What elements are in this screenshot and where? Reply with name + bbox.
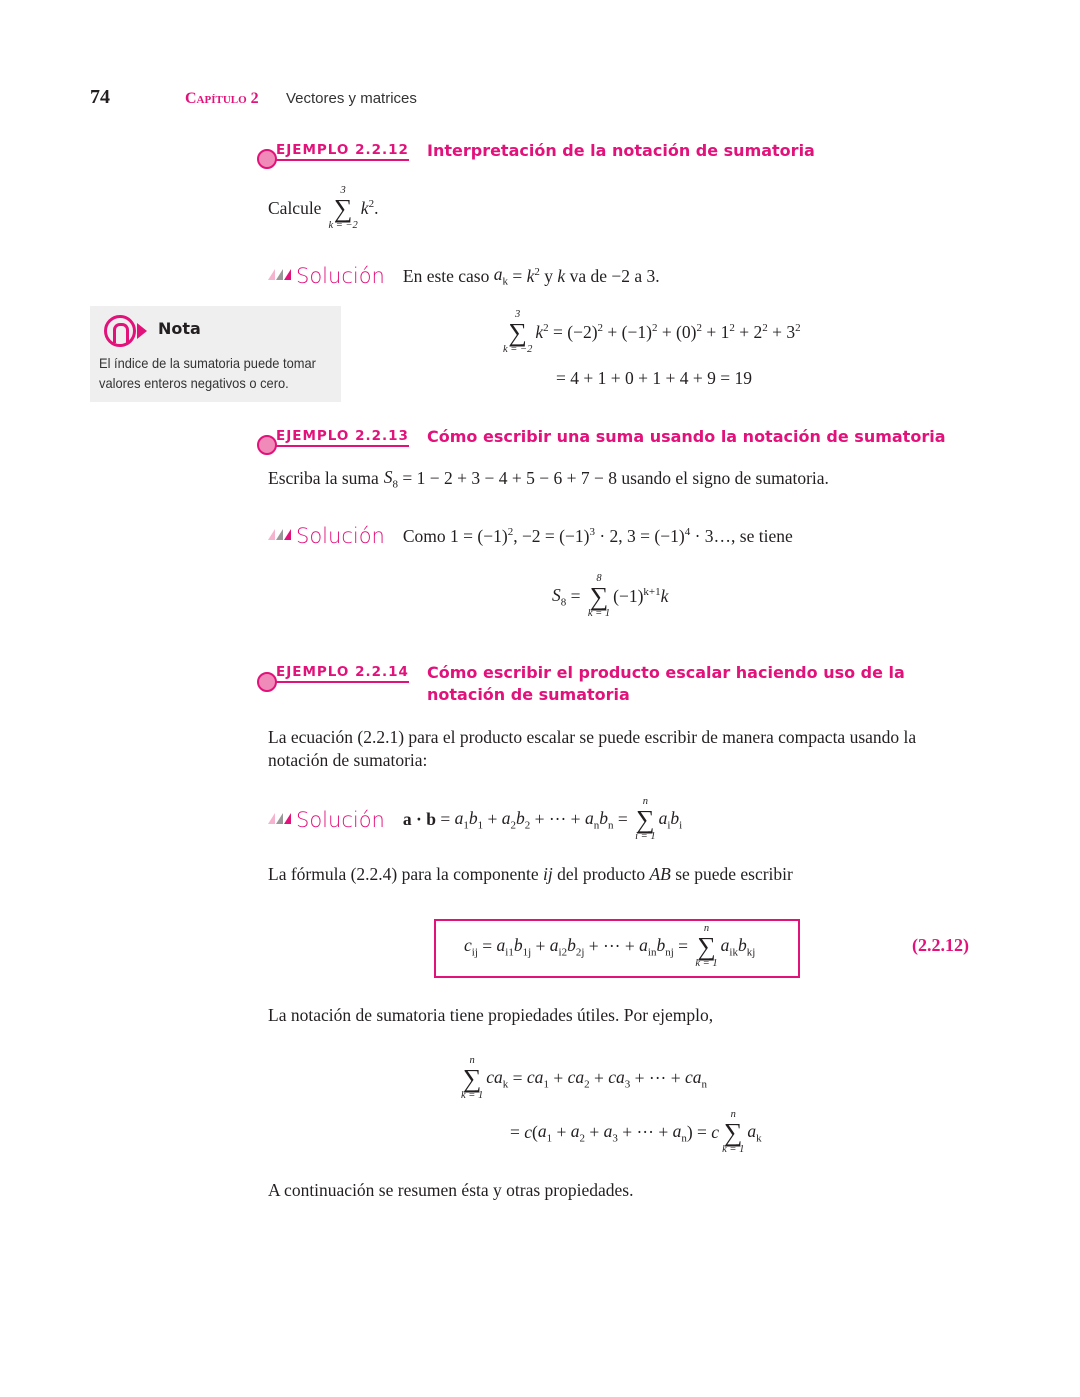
math-token [747, 1121, 761, 1145]
subscript: 2 [579, 1132, 585, 1145]
math-text: a [493, 264, 503, 285]
math-text: b [670, 807, 680, 828]
superscript: 2 [651, 322, 658, 335]
math-token [486, 1067, 508, 1091]
subscript: 1j [522, 946, 532, 959]
math-text: c [711, 1122, 720, 1142]
solution-label: Solución [296, 524, 385, 548]
math-text: va de −2 a 3. [565, 265, 660, 286]
math-text: = [508, 265, 527, 286]
solution-triangles-icon [268, 527, 292, 545]
subscript: 1 [463, 819, 469, 832]
sigma-icon: ∑ [333, 193, 353, 223]
text: ij [543, 864, 553, 884]
math-token [608, 1067, 630, 1091]
nota-text [99, 353, 316, 393]
math-token [566, 586, 585, 607]
math-token [494, 264, 508, 288]
subscript: i [679, 819, 683, 832]
math-token [483, 809, 502, 830]
example-label: EJEMPLO 2.2.13 [276, 428, 409, 447]
math-text: + ··· + [530, 809, 585, 829]
math-token [552, 1122, 571, 1143]
example-title: Cómo escribir una suma usando la notación de sumatoria [427, 427, 946, 446]
math-token [436, 809, 455, 830]
math-text: ca [567, 1066, 585, 1087]
math-text: a [496, 934, 506, 955]
summation-symbol [695, 924, 717, 969]
subscript: i1 [505, 946, 514, 959]
subscript: 8 [392, 478, 399, 491]
math-token [478, 936, 497, 957]
superscript: 2 [762, 322, 768, 335]
subscript: 3 [612, 1132, 618, 1145]
example-title: Cómo escribir el producto escalar haciendo uso de la notación de sumatoria [427, 663, 905, 704]
text: se puede escribir [675, 864, 793, 884]
solution-row [268, 797, 682, 842]
math-token [514, 935, 531, 959]
math-token [550, 935, 567, 959]
math-token [361, 198, 374, 219]
math-token [403, 526, 508, 547]
math-text: = [435, 809, 455, 829]
nota-icon [104, 315, 136, 347]
math-text: En este caso [402, 265, 494, 286]
sum-upper-limit: n [730, 1109, 736, 1120]
subscript: n [701, 1078, 708, 1091]
math-token [590, 1068, 609, 1089]
math-token [661, 586, 669, 607]
math-token [384, 467, 398, 491]
math-text: k [360, 198, 369, 218]
math-text: k [526, 265, 535, 286]
subscript: k [502, 1078, 509, 1091]
superscript: 4 [684, 525, 691, 538]
summation-symbol [588, 574, 610, 619]
math-token [557, 266, 565, 287]
math-text: a [672, 1120, 682, 1141]
math-text: a · b [402, 809, 436, 829]
subscript: i [667, 819, 671, 832]
solution-triangles-icon [268, 811, 292, 829]
sum-lower-limit: k = 1 [722, 1143, 745, 1155]
sum-upper-limit: n [642, 796, 648, 807]
subscript: 2 [524, 819, 531, 832]
paragraph [268, 726, 916, 772]
formula [325, 186, 378, 231]
superscript: 2 [729, 322, 735, 335]
nota-line: El índice de la sumatoria puede tomar [99, 355, 316, 371]
math-token [702, 322, 729, 343]
math-token [403, 809, 436, 830]
subscript: n [607, 819, 614, 832]
math-token [613, 586, 643, 607]
math-text: = [613, 809, 633, 829]
math-token [524, 1122, 532, 1143]
math-text: a [639, 934, 648, 955]
sum-lower-limit: k = 1 [695, 957, 718, 969]
math-text: . [374, 198, 379, 218]
math-token [768, 322, 795, 343]
math-token [584, 936, 639, 957]
math-text: y [539, 265, 558, 286]
math-text: + 1 [701, 322, 730, 342]
superscript: k+1 [643, 586, 661, 599]
superscript: 2 [507, 525, 514, 538]
subscript: i2 [558, 946, 568, 959]
text: Escriba la suma [268, 468, 379, 489]
math-text: + (0) [657, 322, 697, 342]
math-token [571, 1121, 585, 1145]
paragraph [268, 864, 793, 885]
math-token [657, 322, 696, 343]
sum-lower-limit: k = 1 [587, 607, 611, 619]
math-text: = 4 + 1 + 0 + 1 + 4 + 9 = 19 [556, 368, 752, 388]
math-token [618, 1122, 673, 1143]
math-token [469, 808, 483, 832]
math-text: · 3…, se tiene [690, 525, 793, 546]
math-text: b [567, 934, 576, 955]
math-token [656, 935, 673, 959]
sigma-icon: ∑ [697, 931, 716, 961]
math-text: ) = [686, 1122, 712, 1142]
subscript: ij [471, 946, 478, 959]
subscript: k [502, 275, 508, 288]
subscript: 8 [560, 596, 567, 609]
summation-symbol [635, 797, 656, 842]
sum-lower-limit: k = 1 [461, 1089, 484, 1101]
summation-symbol [503, 310, 532, 355]
subscript: n [593, 819, 600, 832]
formula [510, 1110, 762, 1155]
formula [500, 310, 801, 355]
sum-upper-limit: 3 [515, 309, 521, 320]
math-text: = [477, 936, 497, 956]
text: AB [649, 864, 671, 884]
math-token [527, 266, 540, 287]
math-token [502, 808, 516, 832]
subscript: 1 [546, 1132, 553, 1145]
math-text: + ··· + [584, 936, 640, 956]
math-text: a [747, 1120, 757, 1141]
math-text: + (−1) [603, 322, 652, 342]
exercise-statement [268, 186, 378, 231]
math-text: + [531, 936, 550, 956]
math-text: + [584, 1122, 604, 1142]
math-text: a [537, 1120, 547, 1141]
math-text: = [566, 586, 585, 606]
math-text: ca [684, 1066, 702, 1087]
summation-symbol [461, 1056, 483, 1101]
subscript: 3 [624, 1078, 631, 1091]
math-token [464, 935, 478, 959]
math-text: S [552, 584, 561, 605]
subscript: 2 [510, 819, 516, 832]
sigma-icon: ∑ [723, 1117, 743, 1147]
math-token [538, 1121, 552, 1145]
math-token [568, 1067, 590, 1091]
math-token [508, 266, 527, 287]
math-token [599, 808, 613, 832]
subscript: 2 [584, 1078, 590, 1091]
text: La fórmula (2.2.4) para la componente [268, 864, 539, 884]
math-token [673, 1121, 687, 1145]
math-token [735, 322, 762, 343]
solution-text [403, 264, 660, 288]
math-text: c [464, 934, 472, 955]
chapter-label: Capítulo 2 [185, 90, 259, 107]
example-title: Interpretación de la notación de sumatoria [427, 141, 815, 160]
math-text: = (−2) [548, 322, 598, 342]
math-token [549, 1068, 568, 1089]
math-token [530, 809, 585, 830]
math-text: a [603, 1120, 613, 1141]
math-token [565, 266, 659, 287]
math-text: = [508, 1068, 527, 1088]
math-token [795, 322, 801, 343]
calcule-text: Calcule [268, 198, 322, 218]
math-text: ca [486, 1066, 503, 1087]
formula [556, 368, 752, 389]
formula [552, 574, 668, 619]
sum-upper-limit: n [469, 1055, 475, 1066]
math-token [674, 936, 693, 957]
math-token [508, 1068, 527, 1089]
subscript: nj [665, 946, 674, 959]
text-line: La ecuación (2.2.1) para el producto escalar se puede escribir de manera compacta usando la [268, 727, 917, 747]
sum-upper-limit: n [703, 923, 710, 934]
math-token [556, 368, 752, 389]
math-text: a [570, 1120, 580, 1141]
superscript: 2 [795, 322, 801, 335]
solution-row [268, 264, 660, 288]
math-text: a [658, 807, 668, 828]
math-token [595, 526, 685, 547]
superscript: 3 [589, 525, 595, 538]
math-token [721, 935, 738, 959]
superscript: 2 [368, 198, 375, 211]
math-token [540, 266, 558, 287]
sum-upper-limit: 8 [596, 573, 602, 584]
math-text: ca [526, 1066, 544, 1087]
math-text: k [557, 265, 566, 286]
solution-label: Solución [296, 807, 385, 832]
math-token [455, 808, 469, 832]
math-token [585, 1122, 604, 1143]
equation-number: (2.2.12) [912, 935, 969, 955]
superscript: 2 [543, 322, 549, 335]
exercise-statement [268, 467, 829, 491]
math-text: · 2, 3 = (−1) [594, 525, 685, 546]
chapter-title: Vectores y matrices [286, 90, 417, 107]
example-label: EJEMPLO 2.2.12 [276, 142, 409, 161]
nota-title: Nota [158, 319, 201, 338]
subscript: kj [746, 946, 756, 959]
solution-row [268, 524, 793, 548]
math-text: + 2 [734, 322, 763, 342]
formula [458, 1056, 707, 1101]
math-text: + [483, 809, 502, 829]
math-text: + [552, 1122, 571, 1142]
math-token [659, 808, 671, 832]
nota-box [90, 306, 341, 402]
math-token [630, 1068, 685, 1089]
sum-lower-limit: k = −2 [328, 219, 358, 231]
math-text: ca [608, 1066, 625, 1087]
sigma-icon: ∑ [508, 317, 527, 347]
subscript: 1 [543, 1078, 549, 1091]
formula [384, 467, 622, 491]
superscript: 2 [696, 322, 702, 335]
summation-symbol [328, 186, 357, 231]
math-token [690, 526, 793, 547]
math-text: + [548, 1068, 568, 1088]
sum-lower-limit: i = 1 [635, 830, 656, 842]
math-text: b [656, 934, 666, 955]
sigma-icon: ∑ [462, 1063, 482, 1093]
solution-text [403, 526, 793, 547]
math-token [398, 468, 621, 489]
math-text: a [720, 934, 730, 955]
math-text: b [599, 807, 608, 828]
math-token [527, 1067, 549, 1091]
math-text: k [535, 322, 544, 342]
math-text: a [454, 807, 464, 828]
math-token [552, 585, 566, 609]
text-line: notación de sumatoria: [268, 750, 428, 770]
subscript: in [647, 946, 657, 959]
math-token [374, 198, 378, 219]
math-text: + [589, 1068, 609, 1088]
math-token [685, 1067, 707, 1091]
math-text: c [524, 1122, 533, 1142]
math-text: k [660, 586, 669, 606]
math-text: b [515, 807, 525, 828]
paragraph: La notación de sumatoria tiene propiedades útiles. Por ejemplo, [268, 1005, 714, 1025]
math-token [535, 322, 548, 343]
example-bullet-icon [257, 435, 277, 455]
subscript: 1 [477, 819, 484, 832]
math-token [549, 322, 598, 343]
math-token [670, 808, 682, 832]
math-token [738, 935, 755, 959]
math-token [513, 526, 589, 547]
math-token [585, 808, 599, 832]
math-text: b [513, 934, 523, 955]
math-text: = [510, 1122, 525, 1142]
text: del producto [557, 864, 646, 884]
math-text: b [737, 934, 747, 955]
math-token [604, 1121, 618, 1145]
math-token [643, 586, 660, 607]
math-text: + ··· + [617, 1122, 673, 1142]
solution-formula [403, 797, 682, 842]
paragraph: A continuación se resumen ésta y otras propiedades. [268, 1180, 634, 1200]
superscript: 2 [597, 322, 604, 335]
math-token [687, 1122, 711, 1143]
math-text: (−1) [613, 586, 644, 606]
math-token [613, 809, 632, 830]
math-token [497, 935, 514, 959]
superscript: 2 [534, 265, 540, 278]
math-token [531, 936, 550, 957]
math-text: = [673, 936, 693, 956]
example-bullet-icon [257, 149, 277, 169]
subscript: ik [729, 946, 738, 959]
math-text: Como 1 = (−1) [402, 525, 508, 546]
math-text: = 1 − 2 + 3 − 4 + 5 − 6 + 7 − 8 [398, 468, 622, 489]
math-text: , −2 = (−1) [513, 525, 590, 546]
math-token [516, 808, 530, 832]
nota-line: valores enteros negativos o cero. [99, 375, 289, 391]
subscript: n [681, 1132, 687, 1145]
page-number: 74 [90, 86, 110, 108]
text: usando el signo de sumatoria. [621, 468, 829, 489]
subscript: k [756, 1132, 762, 1145]
math-text: + 3 [767, 322, 796, 342]
solution-triangles-icon [268, 267, 292, 285]
math-token [603, 322, 652, 343]
math-token [639, 935, 656, 959]
sigma-icon: ∑ [636, 804, 655, 834]
solution-label: Solución [296, 264, 385, 288]
math-text: S [383, 467, 393, 487]
formula [464, 924, 755, 969]
math-text: ( [532, 1122, 538, 1142]
math-token [711, 1122, 719, 1143]
summation-symbol [722, 1110, 744, 1155]
sum-lower-limit: k = −2 [503, 343, 533, 355]
math-text: b [468, 807, 478, 828]
math-text: a [584, 807, 594, 828]
math-text: a [501, 807, 511, 828]
subscript: 2j [575, 946, 585, 959]
sum-upper-limit: 3 [340, 185, 346, 196]
example-label: EJEMPLO 2.2.14 [276, 664, 409, 683]
sigma-icon: ∑ [589, 581, 609, 611]
example-bullet-icon [257, 672, 277, 692]
math-text: + ··· + [630, 1068, 685, 1088]
math-token [403, 266, 494, 287]
math-text: a [549, 934, 559, 955]
math-token [510, 1122, 524, 1143]
math-token [567, 935, 584, 959]
